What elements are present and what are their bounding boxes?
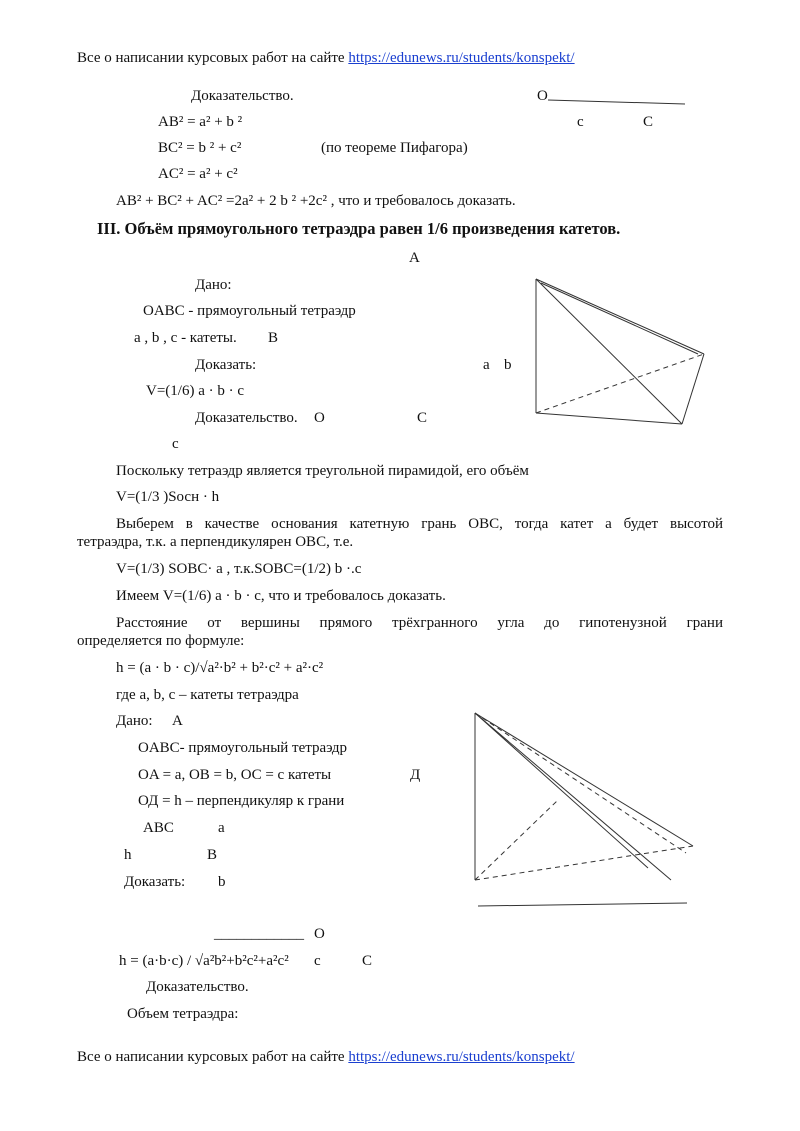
fig1-label-c: c <box>172 436 179 452</box>
fig1-label-A: A <box>409 250 420 266</box>
eq-ab: AB² = a² + b ² <box>158 114 243 130</box>
given-tetrahedron-1: OABC - прямоугольный тетраэдр <box>143 303 356 319</box>
pythagoras-note: (по теореме Пифагора) <box>321 140 468 156</box>
fig2-label-c: c <box>314 953 321 969</box>
prove-label-2: Доказать: <box>124 874 186 890</box>
paragraph-distance-line1: Расстояние от вершины прямого трёхгранного угла до гипотенузной грани <box>116 615 723 631</box>
fig2-label-h: h <box>124 847 132 863</box>
header-text: Все о написании курсовых работ на сайте <box>77 50 349 66</box>
volume-derivation: V=(1/3) SOBC· a , т.к.SOBC=(1/2) b ·.c <box>116 561 362 577</box>
where-legs: где a, b, c – катеты тетраэдра <box>116 687 299 703</box>
paragraph-distance-line2: определяется по формуле: <box>77 633 245 649</box>
given-legs-2: OA = a, OB = b, OC = c катеты <box>138 767 332 783</box>
prove-label-1: Доказать: <box>195 357 257 373</box>
footer-link[interactable]: https://edunews.ru/students/konspekt/ <box>348 1049 575 1065</box>
fig2-label-B: B <box>207 847 218 863</box>
volume-label: Объем тетраэдра: <box>127 1006 239 1022</box>
height-formula-2: h = (a·b·c) / √a²b²+b²c²+a²c² <box>119 953 289 969</box>
paragraph-base-line2: тетраэдра, т.к. a перпендикулярен OBC, т.е. <box>77 534 354 550</box>
fig1-label-O: O <box>314 410 325 426</box>
fig2-underline: ____________ <box>214 926 304 942</box>
fig2-label-D: Д <box>410 767 421 783</box>
given-tetrahedron-2: OABC- прямоугольный тетраэдр <box>138 740 347 756</box>
pyramid-volume-formula: V=(1/3 )Sосн · h <box>116 489 220 505</box>
volume-formula: V=(1/6) a · b · c <box>146 383 245 399</box>
page-header <box>77 49 575 67</box>
proof-label-2: Доказательство. <box>191 88 294 104</box>
given-perpendicular: ОД = h – перпендикуляр к грани <box>138 793 345 809</box>
fig1-label-a: a <box>483 357 490 373</box>
header-link[interactable]: https://edunews.ru/students/konspekt/ <box>348 50 575 66</box>
fig2-label-O: O <box>314 926 325 942</box>
fig2-label-b: b <box>218 874 226 890</box>
eq-bc: BC² = b ² + c² <box>158 140 242 156</box>
eq-ac: AC² = a² + c² <box>158 166 238 182</box>
footer-text: Все о написании курсовых работ на сайте <box>77 1049 349 1065</box>
proof-label-3: Доказательство. <box>146 979 249 995</box>
fig2-label-A: A <box>172 713 183 729</box>
proof-label-1: Доказательство. <box>195 410 298 426</box>
fig2-label-a: a <box>218 820 225 836</box>
fig2-label-c: c <box>577 114 584 130</box>
face-abc: ABC <box>143 820 174 836</box>
paragraph-pyramid: Поскольку тетраэдр является треугольной пирамидой, его объём <box>116 463 529 479</box>
page-footer <box>77 1048 575 1066</box>
volume-result: Имеем V=(1/6) a · b · c, что и требовалось доказать. <box>116 588 446 604</box>
given-label-1: Дано: <box>195 277 232 293</box>
fig2-label-C: C <box>643 114 654 130</box>
fig2-label-C: C <box>362 953 373 969</box>
fig1-label-C: C <box>417 410 428 426</box>
fig2-label-O: O <box>537 88 548 104</box>
paragraph-base-line1: Выберем в качестве основания катетную грань OBC, тогда катет a будет высотой <box>116 516 723 532</box>
fig1-label-b: b <box>504 357 512 373</box>
eq-sum: AB² + BC² + AC² =2a² + 2 b ² +2c² , что и требовалось доказать. <box>116 193 516 209</box>
section-heading-iii: III. Объём прямоугольного тетраэдра равен 1/6 произведения катетов. <box>97 219 621 238</box>
fig1-label-B: B <box>268 330 279 346</box>
height-formula: h = (a · b · c)/√a²·b² + b²·c² + a²·c² <box>116 660 324 676</box>
given-label-2: Дано: <box>116 713 153 729</box>
given-legs-1: a , b , c - катеты. <box>134 330 237 346</box>
